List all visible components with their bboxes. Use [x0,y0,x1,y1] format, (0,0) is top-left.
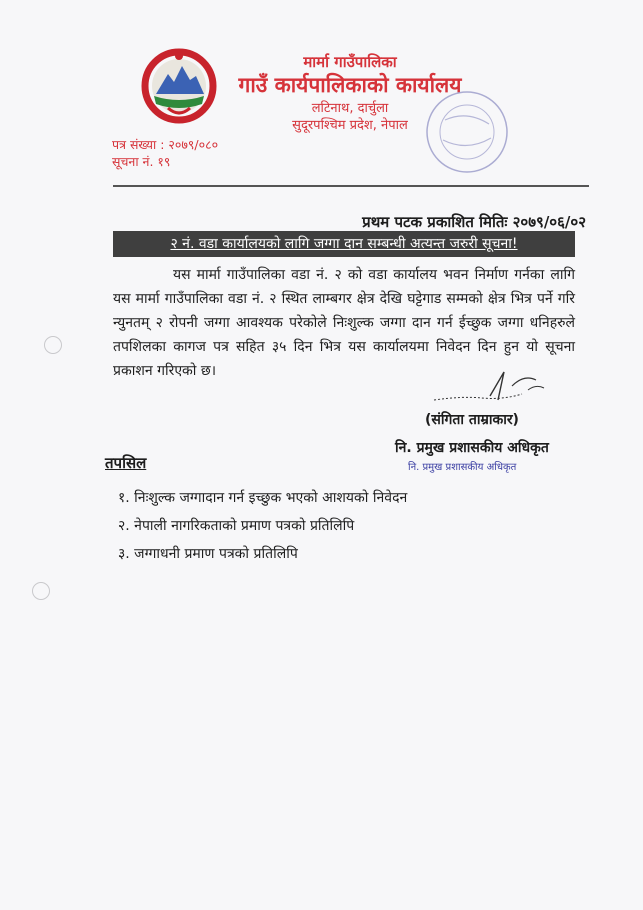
designation-stamp: नि. प्रमुख प्रशासकीय अधिकृत [408,462,517,473]
punch-hole [44,336,62,354]
reference-block [112,136,218,170]
notice-title: २ नं. वडा कार्यालयको लागि जग्गा दान सम्बन्धी अत्यन्त जरुरी सूचना! [113,231,575,257]
office-location: लटिनाथ, दार्चुला [311,101,389,116]
nepal-emblem-icon [138,46,220,124]
header-divider [113,185,589,187]
signer-designation: नि. प्रमुख प्रशासकीय अधिकृत [395,440,549,456]
published-date: प्रथम पटक प्रकाशित मितिः २०७९/०६/०२ [362,213,586,231]
tapsil-list [118,484,407,568]
municipality-name: मार्मा गाउँपालिका [303,53,397,71]
office-province: सुदूरपश्चिम प्रदेश, नेपाल [292,118,408,133]
tapsil-heading: तपसिल [105,454,147,472]
office-name: गाउँ कार्यपालिकाको कार्यालय [238,73,462,97]
signer-name: (संगिता ताम्राकार) [425,412,519,428]
signature-mark [432,366,547,408]
letter-number: पत्र संख्या : २०७९/०८० [112,137,219,152]
punch-hole [32,582,50,600]
notice-body: यस मार्मा गाउँपालिका वडा नं. २ को वडा कार्यालय भवन निर्माण गर्नका लागि यस मार्मा गाउँपालिका वडा नं. २ स्थित लाम्बगर क्षेत्र देखि घट्टेगाड सम्मको क्षेत्र भित्र पर्ने गरि न्युनतम् २ रोपनी जग्गा आवश्यक परेकोले निःशुल्क जग्गा दान गर्न ईच्छुक जग्गा धनिहरुले तपशिलका कागज पत्र सहित ३५ दिन भित्र यस कार्यालयमा निवेदन दिन हुन यो सूचना प्रकाशन गरिएको छ। [113,267,575,379]
list-item: २. नेपाली नागरिकताको प्रमाण पत्रको प्रतिलिपि [118,518,355,534]
notice-number: सूचना नं. १९ [112,154,171,169]
list-item: ३. जग्गाधनी प्रमाण पत्रको प्रतिलिपि [118,546,298,562]
office-seal-icon [395,90,525,190]
list-item: १. निःशुल्क जग्गादान गर्न इच्छुक भएको आशयको निवेदन [118,490,408,506]
